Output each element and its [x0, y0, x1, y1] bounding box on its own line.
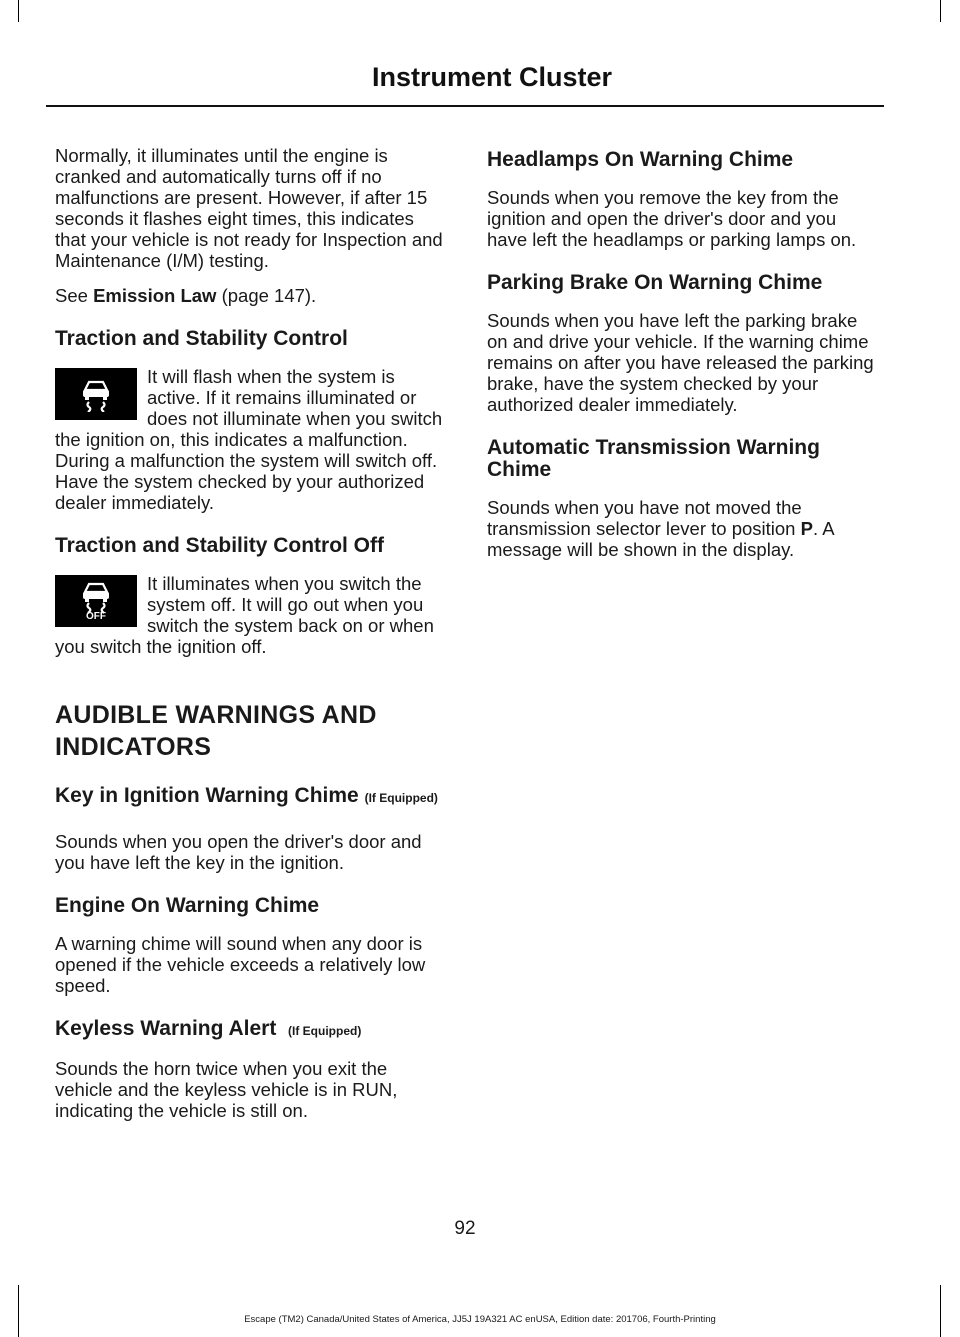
see-reference: See Emission Law (page 147). [55, 285, 317, 306]
crop-mark [940, 0, 941, 22]
right-column [487, 145, 880, 574]
crop-mark [18, 0, 19, 22]
traction-off-text: It illuminates when you switch the system off. It will go out when you switch the system back on or when you switch the ignition off. [55, 573, 434, 657]
parking-brake-chime-text: Sounds when you have left the parking brake on and drive your vehicle. If the warning chime remains on after you have released the parking brake, have the system checked by your authorized dealer immediately. [487, 310, 874, 415]
emission-law-link[interactable]: Emission Law [93, 285, 217, 306]
traction-off-heading: Traction and Stability Control Off [55, 534, 385, 557]
traction-text: It will flash when the system is active. If it remains illuminated or does not illuminate when you switch the ignition on, this indicates a malfunction. During a malfunction the system will switch off. Have the system checked by your authorized dealer immediately. [55, 366, 443, 513]
traction-control-off-icon [55, 575, 137, 627]
left-column [55, 145, 447, 1135]
transmission-chime-text: Sounds when you have not moved the transmission selector lever to position P. A message will be shown in the display. [487, 497, 834, 560]
page-number: 92 [454, 1218, 476, 1239]
key-chime-text: Sounds when you open the driver's door and you have left the key in the ignition. [55, 831, 422, 873]
header-divider [46, 105, 884, 107]
transmission-chime-heading: Automatic Transmission Warning Chime [487, 436, 820, 481]
headlamps-chime-text: Sounds when you remove the key from the ignition and open the driver's door and you have left the headlamps or parking lamps on. [487, 187, 857, 250]
traction-control-icon [55, 368, 137, 420]
keyless-alert-text: Sounds the horn twice when you exit the vehicle and the keyless vehicle is in RUN, indicating the vehicle is still on. [55, 1058, 398, 1121]
traction-heading: Traction and Stability Control [55, 327, 348, 350]
off-label: OFF [86, 611, 106, 622]
crop-mark [18, 1285, 19, 1337]
intro-paragraph: Normally, it illuminates until the engine is cranked and automatically turns off if no malfunctions are present. However, if after 15 seconds it flashes eight times, this indicates that your vehicle is not ready for Inspection and Maintenance (I/M) testing. [55, 145, 443, 271]
headlamps-chime-heading: Headlamps On Warning Chime [487, 148, 794, 171]
engine-chime-text: A warning chime will sound when any door is opened if the vehicle exceeds a relatively low speed. [55, 933, 426, 996]
parking-brake-chime-heading: Parking Brake On Warning Chime [487, 271, 823, 294]
keyless-alert-heading: Keyless Warning Alert (If Equipped) [55, 1017, 362, 1040]
crop-mark [940, 1285, 941, 1337]
if-equipped-tag: (If Equipped) [288, 1024, 362, 1038]
audible-warnings-heading: AUDIBLE WARNINGS AND INDICATORS [55, 701, 377, 761]
footer: Escape (TM2) Canada/United States of America, JJ5J 19A321 AC enUSA, Edition date: 201706, Fourth-Printing [244, 1314, 716, 1325]
engine-chime-heading: Engine On Warning Chime [55, 894, 320, 917]
if-equipped-tag: (If Equipped) [364, 791, 438, 805]
page-title: Instrument Cluster [371, 62, 612, 92]
key-chime-heading: Key in Ignition Warning Chime (If Equipped) [55, 784, 438, 807]
